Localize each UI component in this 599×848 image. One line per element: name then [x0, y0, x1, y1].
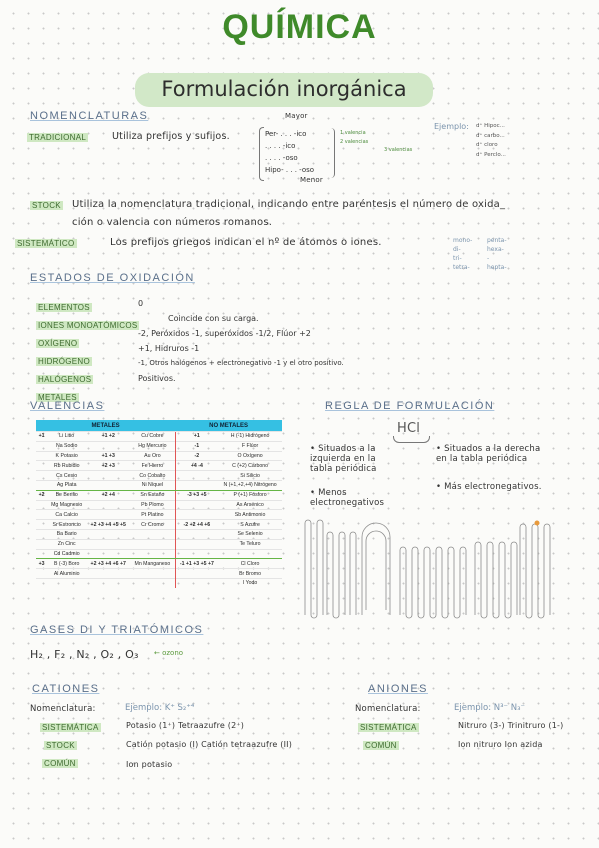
- valencias-cell: [175, 500, 218, 510]
- valencias-table: [36, 420, 282, 588]
- section-nomenclaturas: NOMENCLATURAS: [30, 110, 149, 122]
- periodic-sketch-svg: [300, 515, 570, 625]
- menor-label: Menor: [300, 176, 323, 184]
- valencias-row: [36, 451, 282, 461]
- section-cationes: CATIONES: [32, 683, 100, 695]
- ejemplo-label: Ejemplo:: [434, 122, 469, 131]
- valencias-cell: +2: [36, 490, 47, 500]
- valencias-cell: [36, 480, 47, 490]
- valencias-cell: [130, 569, 175, 579]
- aniones-label-comun: COMÚN: [365, 741, 397, 750]
- valencias-cell: Sr Estroncio: [47, 520, 86, 530]
- regla-right-note: • Situados a la derecha en la tabla periódica: [436, 444, 541, 464]
- valencias-row: [36, 471, 282, 481]
- valencias-cell: [36, 539, 47, 549]
- aniones-comun-text: Ion nitruro Ion azida: [458, 740, 543, 749]
- valencias-cell: +1: [175, 432, 218, 442]
- valencias-cell: Br Bromo: [218, 569, 282, 579]
- section-gases: GASES DI Y TRIATÓMICOS: [30, 624, 204, 636]
- regla-left-note2: • Menos electronegativos: [310, 488, 385, 508]
- valencias-cell: Co Cobalto: [130, 471, 175, 481]
- valencias-cell: B (-3) Boro: [47, 559, 86, 569]
- valencias-row: [36, 461, 282, 471]
- brace-right: [330, 128, 335, 178]
- valencias-cell: Sn Estaño: [130, 490, 175, 500]
- valencias-cell: As Arsénico: [218, 500, 282, 510]
- valencias-cell: Hg Mercurio: [130, 441, 175, 451]
- valencias-cell: Be Berilio: [47, 490, 86, 500]
- valencias-cell: Cl Cloro: [218, 559, 282, 569]
- valencias-cell: -1: [175, 441, 218, 451]
- valencias-cell: Mg Magnesio: [47, 500, 86, 510]
- valencias-cell: [86, 549, 130, 559]
- valencias-cell: S Azufre: [218, 520, 282, 530]
- valencias-cell: [86, 569, 130, 579]
- valencias-cell: [86, 539, 130, 549]
- valencias-cell: Ba Bario: [47, 529, 86, 539]
- valencias-cell: Mn Manganeso: [130, 559, 175, 569]
- valencias-row: [36, 529, 282, 539]
- valencias-cell: [175, 578, 218, 587]
- valencias-cell: +2 +4: [86, 490, 130, 500]
- ejemplo-list: d⁺ Hipoc... d⁺ carbo... d⁺ cloro d⁺ Perclo...: [476, 123, 506, 158]
- ozono-note: ← ozono: [154, 649, 184, 657]
- valencias-cell: Zn Cinc: [47, 539, 86, 549]
- stock-text-2: ción o valencia con números romanos.: [72, 217, 273, 228]
- sistematico-text: Los prefijos griegos indican el nº de átomos o iones.: [110, 237, 382, 248]
- estados-values: 0 Coincide con su carga. -2, Peróxidos -1, superóxidos -1/2, Flúor +2 +1, Hidruros -1 -1, Otros halógenos + electronegativo -1 y el otro positivo. Positivos.: [138, 299, 344, 383]
- valencias-cell: Si Silicio: [218, 471, 282, 481]
- regla-right-note2: • Más electronegativos.: [436, 482, 542, 492]
- valencias-cell: Li Litio: [47, 432, 86, 442]
- valencias-cell: H (-1) Hidrógeno: [218, 432, 282, 442]
- valencias-cell: [86, 529, 130, 539]
- cationes-stock-text: Catión potasio (I) Catión tetraazufre (II): [126, 740, 293, 749]
- valencias-cell: [36, 510, 47, 520]
- valencias-row: [36, 569, 282, 579]
- cationes-label-stock: STOCK: [46, 741, 75, 750]
- valencias-row: [36, 559, 282, 569]
- valencias-cell: [36, 520, 47, 530]
- valencias-cell: [86, 578, 130, 587]
- section-estados: ESTADOS DE OXIDACIÓN: [30, 272, 195, 284]
- section-aniones: ANIONES: [368, 683, 429, 695]
- gases-formula: H₂ , F₂ , N₂ , O₂ , O₃: [30, 648, 139, 661]
- valencias-cell: [36, 461, 47, 471]
- valencias-cell: [36, 500, 47, 510]
- valencias-row: [36, 520, 282, 530]
- valencias-cell: +1: [36, 432, 47, 442]
- valencias-cell: -1 +1 +3 +5 +7: [175, 559, 218, 569]
- valencias-cell: Cr Cromo: [130, 520, 175, 530]
- tradicional-text: Utiliza prefijos y sufijos.: [112, 131, 230, 142]
- valencias-cell: -3 +3 +5: [175, 490, 218, 500]
- valencias-cell: -2 +2 +4 +6: [175, 520, 218, 530]
- valencias-cell: [36, 549, 47, 559]
- cationes-label-sistematica: SISTEMÁTICA: [42, 723, 99, 732]
- valencias-row: [36, 490, 282, 500]
- valencias-cell: C (+2) Carbono: [218, 461, 282, 471]
- valencias-cell: F Flúor: [218, 441, 282, 451]
- cationes-sistematica-text: Potasio (1⁺) Tetraazufre (2⁺): [126, 721, 245, 730]
- valencias-cell: Ca Calcio: [47, 510, 86, 520]
- valencias-cell: P (+1) Fósforo: [218, 490, 282, 500]
- valencias-cell: Te Teluro: [218, 539, 282, 549]
- stock-text-1: Utiliza la nomenclatura tradicional, indicando entre paréntesis el número de oxida_: [72, 199, 506, 210]
- valencias-cell: Ni Níquel: [130, 480, 175, 490]
- valencias-cell: [175, 569, 218, 579]
- section-valencias: VALENCIAS: [30, 400, 105, 412]
- valencias-cell: Fe Hierro: [130, 461, 175, 471]
- estados-labels: ELEMENTOS IONES MONOATÓMICOS OXÍGENO HIDRÓGENO HALÓGENOS METALES: [38, 303, 138, 402]
- periodic-sketch: [300, 515, 570, 625]
- valencias-cell: [175, 529, 218, 539]
- mayor-label: Mayor: [285, 112, 308, 120]
- aniones-ejemplo: Ejemplo: N³⁻ N₃⁻: [454, 703, 525, 713]
- valencias-row: [36, 578, 282, 587]
- valencias-cell: +3: [36, 559, 47, 569]
- valencias-cell: [36, 471, 47, 481]
- label-sistematico: SISTEMÁTICO: [17, 239, 75, 248]
- valencias-cell: [218, 549, 282, 559]
- valencias-cell: Na Sodio: [47, 441, 86, 451]
- valencias-cell: Ag Plata: [47, 480, 86, 490]
- section-regla: REGLA DE FORMULACIÓN: [325, 400, 495, 412]
- valence-note-3: 3 valencias: [384, 147, 413, 153]
- valencias-cell: [175, 539, 218, 549]
- valencias-cell: [86, 471, 130, 481]
- cationes-comun-text: Ion potasio: [126, 760, 173, 769]
- valencias-row: [36, 441, 282, 451]
- valencias-cell: [130, 578, 175, 587]
- greek-prefixes-left: mono- di- tri- tetra-: [453, 237, 473, 271]
- valencias-row: [36, 549, 282, 559]
- valencias-cell: [36, 529, 47, 539]
- valencias-cell: K Potasio: [47, 451, 86, 461]
- valencias-row: [36, 480, 282, 490]
- valencias-cell: [175, 549, 218, 559]
- valencias-cell: -2: [175, 451, 218, 461]
- valencias-cell: [175, 480, 218, 490]
- valencias-cell: Se Selenio: [218, 529, 282, 539]
- valencias-cell: Au Oro: [130, 451, 175, 461]
- metales-header: METALES: [36, 420, 175, 432]
- brace-left: [259, 127, 264, 181]
- prefix-list: Per- . . . -ico . . . . -ico . . . . -oso Hipo- . . . -oso: [265, 130, 315, 174]
- valencias-row: [36, 432, 282, 442]
- valencias-row: [36, 539, 282, 549]
- cationes-ejemplo: Ejemplo: K⁺ S₂⁺⁴: [125, 703, 195, 713]
- valencias-row: [36, 500, 282, 510]
- valencias-row: [36, 510, 282, 520]
- greek-prefixes-right: penta- hexa- - hepta-: [487, 237, 507, 271]
- valencias-cell: [36, 451, 47, 461]
- valencias-cell: +1 +2: [86, 432, 130, 442]
- page-subtitle: Formulación inorgánica: [161, 77, 407, 101]
- valencias-cell: N (+1,+2,+4) Nitrógeno: [218, 480, 282, 490]
- valencias-cell: I Yodo: [218, 578, 282, 587]
- valencias-cell: +2 +3: [86, 461, 130, 471]
- valencias-cell: Sb Antimonio: [218, 510, 282, 520]
- aniones-nomenclatura: Nomenclatura:: [355, 704, 421, 714]
- valencias-cell: [86, 510, 130, 520]
- valencias-cell: Pb Plomo: [130, 500, 175, 510]
- valencias-cell: [86, 441, 130, 451]
- aniones-label-sistematica: SISTEMÁTICA: [360, 723, 417, 732]
- valencias-cell: [36, 569, 47, 579]
- aniones-sistematica-text: Nitruro (3-) Trinitruro (1-): [458, 721, 564, 730]
- valencias-cell: Rb Rubidio: [47, 461, 86, 471]
- valencias-cell: [86, 480, 130, 490]
- cationes-nomenclatura: Nomenclatura:: [30, 704, 96, 714]
- valencias-cell: [36, 578, 47, 587]
- valencias-cell: [175, 471, 218, 481]
- valencias-cell: O Oxígeno: [218, 451, 282, 461]
- valencias-cell: +1 +3: [86, 451, 130, 461]
- valencias-cell: +4 -4: [175, 461, 218, 471]
- formula-brace: [393, 436, 430, 443]
- valence-notes: 1 valencia 2 valencias: [340, 130, 369, 145]
- valencias-cell: [175, 510, 218, 520]
- valencias-cell: Cd Cadmio: [47, 549, 86, 559]
- valencias-cell: +2 +3 +4 +6 +7: [86, 559, 130, 569]
- valencias-cell: [130, 529, 175, 539]
- regla-formula: HCl: [397, 421, 421, 436]
- valencias-cell: [86, 500, 130, 510]
- regla-left-note: • Situados a la izquierda en la tabla periódica: [310, 444, 377, 474]
- label-stock: STOCK: [32, 201, 61, 210]
- page-title: QUÍMICA: [222, 8, 377, 46]
- valencias-cell: Al Aluminio: [47, 569, 86, 579]
- valencias-cell: Pt Platino: [130, 510, 175, 520]
- valencias-cell: +2 +3 +4 +5 +5: [86, 520, 130, 530]
- valencias-cell: [47, 578, 86, 587]
- valencias-cell: Cs Cesio: [47, 471, 86, 481]
- no-metales-header: NO METALES: [175, 420, 282, 432]
- valencias-cell: Cu Cobre: [130, 432, 175, 442]
- cationes-label-comun: COMÚN: [44, 759, 76, 768]
- valencias-cell: [130, 549, 175, 559]
- valencias-cell: [36, 441, 47, 451]
- label-tradicional: TRADICIONAL: [29, 133, 87, 142]
- valencias-cell: [130, 539, 175, 549]
